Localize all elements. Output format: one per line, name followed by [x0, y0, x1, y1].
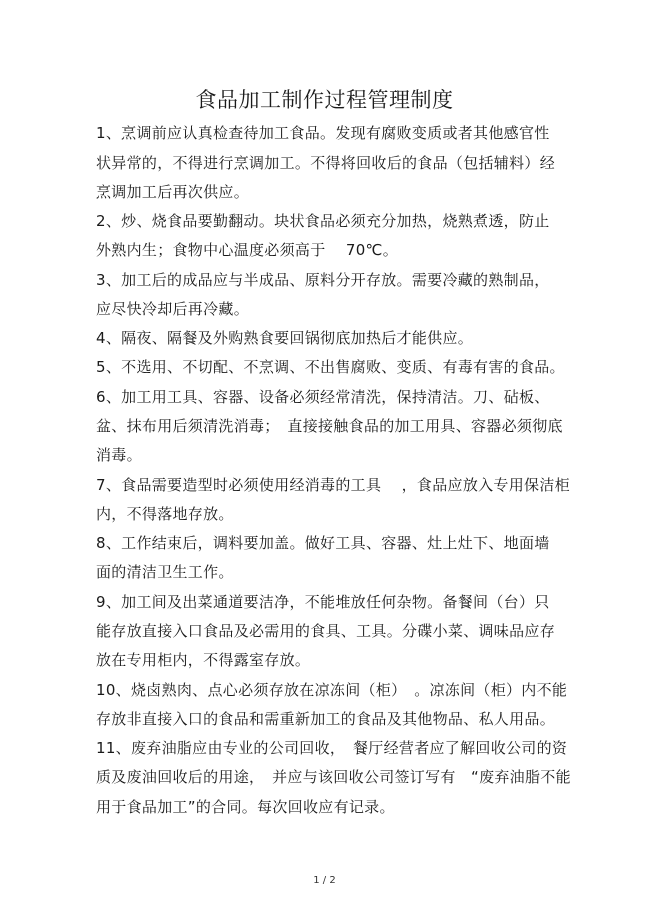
document-title: 食品加工制作过程管理制度	[195, 88, 454, 112]
body-line: 11、废弃油脂应由专业的公司回收， 餐厅经营者应了解回收公司的资	[96, 739, 568, 757]
body-line: 外熟内生；食物中心温度必须高于 70℃。	[96, 241, 399, 259]
body-line: 放在专用柜内，不得露室存放。	[96, 651, 311, 669]
body-line: 质及废油回收后的用途， 并应与该回收公司签订写有 “废弃油脂不能	[96, 768, 571, 786]
body-line: 消毒。	[96, 446, 142, 464]
body-line: 2、炒、烧食品要勤翻动。块状食品必须充分加热，烧熟煮透，防止	[96, 212, 550, 230]
body-line: 6、加工用工具、容器、设备必须经常清洗，保持清洁。刀、砧板、	[96, 388, 550, 406]
page-number: 1 / 2	[313, 875, 336, 886]
body-line: 1、烹调前应认真检查待加工食品。发现有腐败变质或者其他感官性	[96, 124, 550, 142]
body-line: 10、烧卤熟肉、点心必须存放在凉冻间（柜） 。凉冻间（柜）内不能	[96, 681, 568, 699]
body-line: 9、加工间及出菜通道要洁净，不能堆放任何杂物。备餐间（台）只	[96, 593, 550, 611]
body-line: 4、隔夜、隔餐及外购熟食要回锅彻底加热后才能供应。	[96, 329, 474, 347]
body-line: 用于食品加工”的合同。每次回收应有记录。	[96, 798, 395, 816]
body-line: 盆、抹布用后须清洗消毒； 直接接触食品的加工用具、容器必须彻底	[96, 417, 563, 435]
body-line: 应尽快冷却后再冷藏。	[96, 300, 250, 318]
body-line: 内，不得落地存放。	[96, 505, 234, 523]
body-line: 状异常的，不得进行烹调加工。不得将回收后的食品（包括辅料）经	[96, 154, 556, 172]
body-line: 8、工作结束后，调料要加盖。做好工具、容器、灶上灶下、地面墙	[96, 534, 550, 552]
body-line: 烹调加工后再次供应。	[96, 183, 250, 201]
body-line: 3、加工后的成品应与半成品、原料分开存放。需要冷藏的熟制品，	[96, 271, 550, 289]
body-line: 存放非直接入口的食品和需重新加工的食品及其他物品、私人用品。	[96, 710, 556, 728]
body-line: 面的清洁卫生工作。	[96, 563, 234, 581]
body-line: 能存放直接入口食品及必需用的食具、工具。分碟小菜、调味品应存	[96, 622, 556, 640]
body-line: 7、食品需要造型时必须使用经消毒的工具 ，食品应放入专用保洁柜	[96, 476, 570, 494]
body-line: 5、不选用、不切配、不烹调、不出售腐败、变质、有毒有害的食品。	[96, 358, 565, 376]
